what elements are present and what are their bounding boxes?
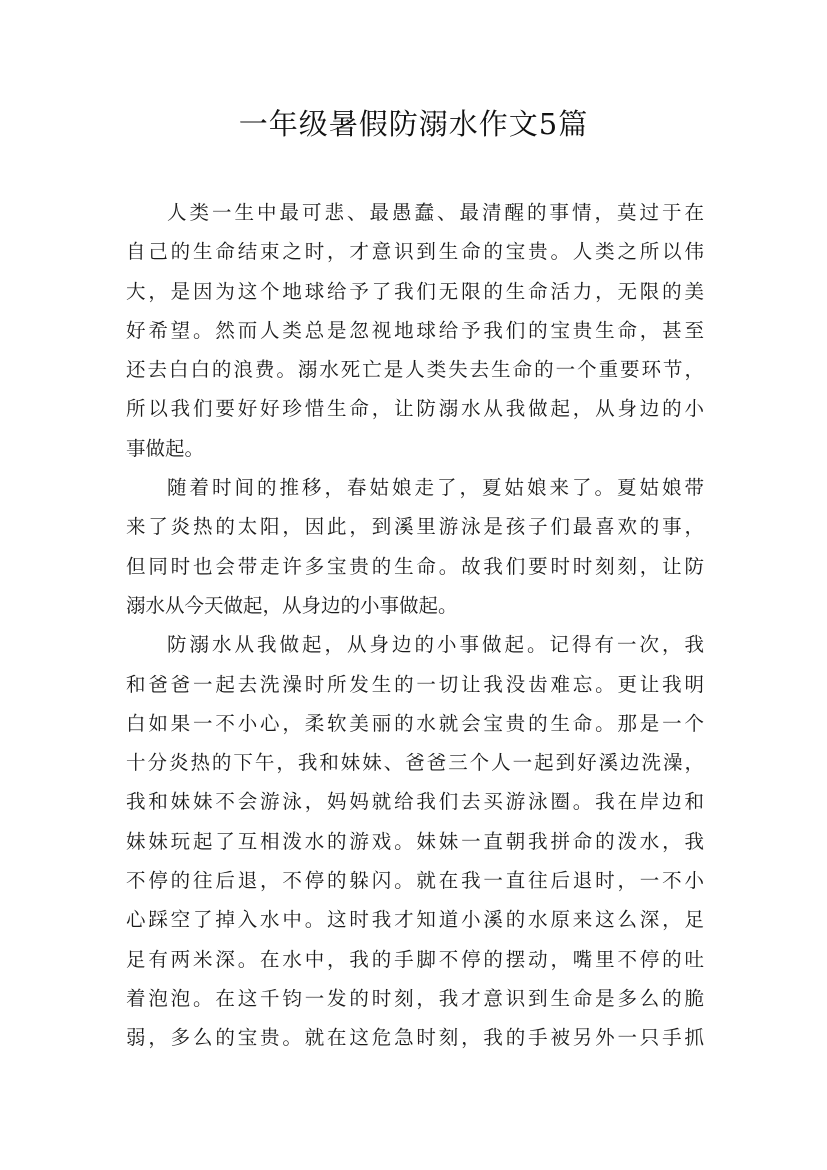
paragraph-2-line-4: 溺水从今天做起，从身边的小事做起。: [126, 593, 458, 617]
paragraph-1-line-7: 事做起。: [126, 436, 205, 460]
paragraph-3-line-8: 心踩空了掉入水中。这时我才知道小溪的水原来这么深，足: [126, 908, 704, 932]
paragraph-1-line-6: 所以我们要好好珍惜生命，让防溺水从我做起，从身边的小: [126, 397, 704, 421]
paragraph-1-line-4: 好希望。然而人类总是忽视地球给予我们的宝贵生命，甚至: [126, 318, 704, 342]
paragraph-1-line-5: 还去白白的浪费。溺水死亡是人类失去生命的一个重要环节，: [126, 358, 704, 382]
paragraph-1-line-1: 人类一生中最可悲、最愚蠢、最清醒的事情，莫过于在: [167, 201, 704, 224]
paragraph-3-line-4: 十分炎热的下午，我和妹妹、爸爸三个人一起到好溪边洗澡，: [126, 751, 704, 775]
paragraph-2-line-1: 随着时间的推移，春姑娘走了，夏姑娘来了。夏姑娘带: [167, 476, 704, 500]
paragraph-3-line-6: 妹妹玩起了互相泼水的游戏。妹妹一直朝我拼命的泼水，我: [126, 829, 704, 853]
paragraph-3-line-7: 不停的往后退，不停的躲闪。就在我一直往后退时，一不小: [126, 869, 704, 893]
document-title: 一年级暑假防溺水作文5篇: [238, 107, 589, 141]
paragraph-3-line-9: 足有两米深。在水中，我的手脚不停的摆动，嘴里不停的吐: [126, 947, 704, 971]
paragraph-1-line-3: 大，是因为这个地球给予了我们无限的生命活力，无限的美: [126, 279, 704, 303]
paragraph-3-line-3: 白如果一不小心，柔软美丽的水就会宝贵的生命。那是一个: [126, 711, 704, 735]
document-body: [126, 193, 704, 1058]
paragraph-3-line-5: 我和妹妹不会游泳，妈妈就给我们去买游泳圈。我在岸边和: [126, 790, 704, 814]
paragraph-1-line-2: 自己的生命结束之时，才意识到生命的宝贵。人类之所以伟: [126, 240, 704, 264]
paragraph-3-line-10: 着泡泡。在这千钧一发的时刻，我才意识到生命是多么的脆: [126, 986, 704, 1010]
paragraph-3-line-2: 和爸爸一起去洗澡时所发生的一切让我没齿难忘。更让我明: [126, 672, 704, 696]
paragraph-2-line-2: 来了炎热的太阳，因此，到溪里游泳是孩子们最喜欢的事，: [126, 515, 704, 539]
paragraph-2-line-3: 但同时也会带走许多宝贵的生命。故我们要时时刻刻，让防: [126, 554, 704, 578]
paragraph-3-line-11: 弱，多么的宝贵。就在这危急时刻，我的手被另外一只手抓: [126, 1026, 704, 1050]
paragraph-3-line-1: 防溺水从我做起，从身边的小事做起。记得有一次，我: [167, 633, 704, 657]
